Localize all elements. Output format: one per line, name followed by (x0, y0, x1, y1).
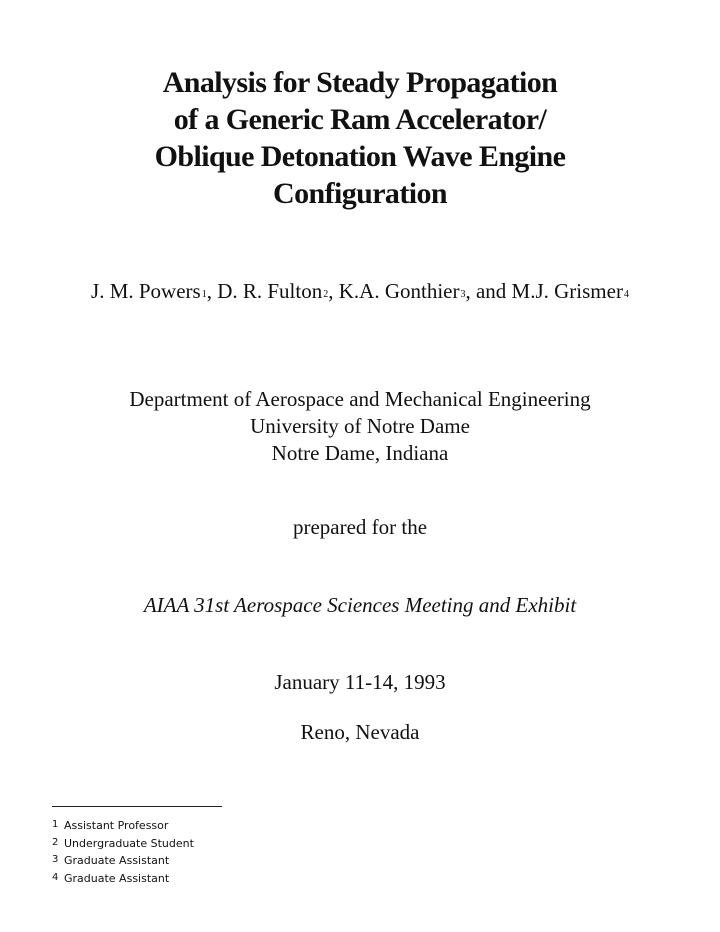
author-name: M.J. Grismer (511, 279, 623, 303)
author-footnote-mark: 3 (460, 289, 466, 300)
footnote-number: 1 (52, 819, 59, 830)
university: University of Notre Dame (250, 414, 470, 438)
author-name: D. R. Fulton (217, 279, 323, 303)
conference-location: Reno, Nevada (300, 720, 420, 744)
author-list (0, 279, 720, 304)
footnote-item (52, 852, 194, 870)
department: Department of Aerospace and Mechanical Engineering (129, 387, 591, 411)
footnote-number: 3 (52, 854, 59, 865)
footnote-text: Graduate Assistant (64, 854, 170, 867)
title-line-1: Analysis for Steady Propagation (162, 66, 558, 99)
title-line-3: Oblique Detonation Wave Engine (154, 140, 566, 173)
paper-title (0, 64, 720, 212)
footnote-item (52, 817, 194, 835)
author-separator: , (206, 279, 218, 303)
author-footnote-mark: 4 (623, 289, 629, 300)
prepared-for: prepared for the (292, 515, 428, 539)
author-footnote-mark: 1 (201, 289, 207, 300)
author-name: K.A. Gonthier (338, 279, 460, 303)
footnote-item (52, 870, 194, 888)
footnote-text: Undergraduate Student (64, 836, 194, 850)
footnote-number: 4 (52, 871, 59, 883)
author-name: J. M. Powers (91, 279, 201, 303)
conference-name: AIAA 31st Aerospace Sciences Meeting and Exhibit (143, 593, 577, 617)
footnotes (52, 817, 194, 887)
affiliation (0, 386, 720, 467)
title-line-2: of a Generic Ram Accelerator/ (173, 103, 547, 136)
footnote-text: Assistant Professor (64, 819, 169, 832)
city: Notre Dame, Indiana (271, 441, 449, 465)
footnote-number: 2 (52, 836, 59, 848)
conference-date: January 11-14, 1993 (274, 670, 446, 694)
author-separator: , and (465, 279, 512, 303)
author-separator: , (328, 279, 339, 303)
footnote-text: Graduate Assistant (64, 871, 170, 885)
title-line-4: Configuration (273, 177, 447, 210)
footnote-item (52, 835, 194, 853)
author-footnote-mark: 2 (323, 289, 329, 300)
footnote-divider (52, 806, 222, 807)
